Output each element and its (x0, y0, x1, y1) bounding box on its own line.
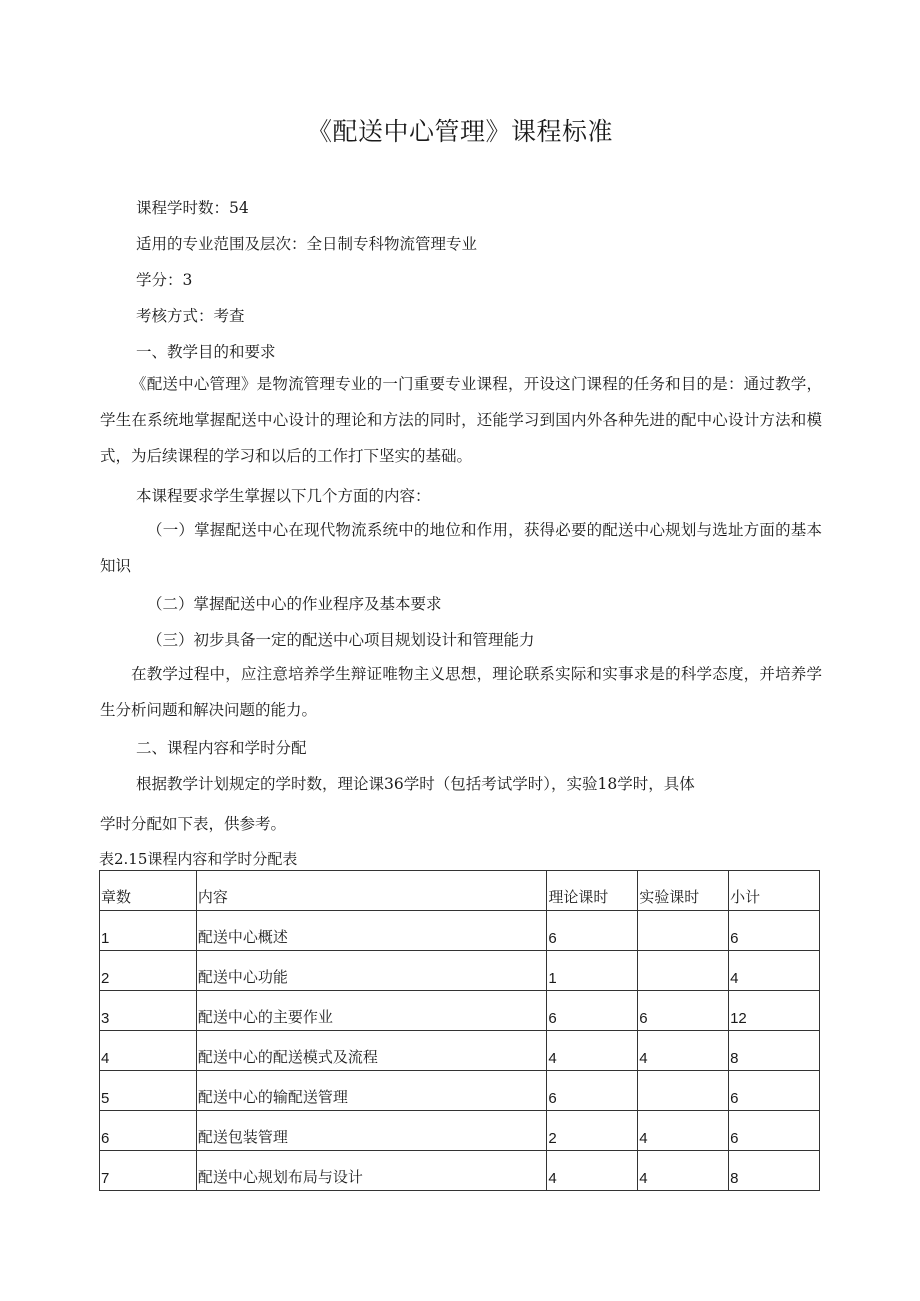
requirement-1: （一）掌握配送中心在现代物流系统中的地位和作用，获得必要的配送中心规划与选址方面的基本知识 (100, 521, 822, 575)
section2-text-line2: 学时分配如下表，供参考。 (100, 815, 287, 833)
applicable-scope: 适用的专业范围及层次：全日制专科物流管理专业 (136, 235, 478, 253)
table-row (100, 1031, 820, 1071)
cell-chapter: 3 (100, 991, 197, 1031)
requirements-lead: 本课程要求学生掌握以下几个方面的内容： (136, 487, 431, 505)
requirement-1-paragraph (100, 512, 822, 584)
section2-text-line1: 根据教学计划规定的学时数，理论课36学时（包括考试学时），实验18学时，具体 (136, 775, 695, 793)
table-row (100, 951, 820, 991)
cell-subtotal: 12 (729, 991, 820, 1031)
cell-lab: 4 (638, 1111, 729, 1151)
attitude-paragraph (100, 656, 822, 728)
requirement-2: （二）掌握配送中心的作业程序及基本要求 (147, 595, 442, 613)
cell-theory: 6 (547, 991, 638, 1031)
cell-subtotal: 4 (729, 951, 820, 991)
cell-lab: 6 (638, 991, 729, 1031)
cell-chapter: 7 (100, 1151, 197, 1191)
cell-theory: 1 (547, 951, 638, 991)
course-hours: 课程学时数：54 (136, 199, 249, 217)
cell-lab (638, 951, 729, 991)
cell-content: 配送中心概述 (196, 911, 546, 951)
cell-chapter: 1 (100, 911, 197, 951)
cell-content: 配送中心的配送模式及流程 (196, 1031, 546, 1071)
cell-theory: 2 (547, 1111, 638, 1151)
cell-theory: 4 (547, 1151, 638, 1191)
header-subtotal: 小计 (729, 871, 820, 911)
document-title: 《配送中心管理》课程标准 (306, 117, 613, 146)
table-header-row (100, 871, 820, 911)
cell-subtotal: 8 (729, 1031, 820, 1071)
cell-lab (638, 1071, 729, 1111)
header-lab-hours: 实验课时 (638, 871, 729, 911)
cell-theory: 6 (547, 911, 638, 951)
table-row (100, 1071, 820, 1111)
cell-lab: 4 (638, 1031, 729, 1071)
cell-content: 配送包装管理 (196, 1111, 546, 1151)
course-hours-table (99, 870, 820, 1191)
cell-chapter: 4 (100, 1031, 197, 1071)
header-content: 内容 (196, 871, 546, 911)
table-row (100, 991, 820, 1031)
cell-chapter: 6 (100, 1111, 197, 1151)
table-row (100, 1151, 820, 1191)
assessment-method: 考核方式：考查 (136, 307, 245, 325)
cell-content: 配送中心功能 (196, 951, 546, 991)
header-chapter: 章数 (100, 871, 197, 911)
cell-content: 配送中心的输配送管理 (196, 1071, 546, 1111)
section1-intro: 《配送中心管理》是物流管理专业的一门重要专业课程，开设这门课程的任务和目的是：通过教学，学生在系统地掌握配送中心设计的理论和方法的同时，还能学习到国内外各种先进的配中心设计方法和模式，为后续课程的学习和以后的工作打下坚实的基础。 (100, 375, 822, 465)
cell-theory: 4 (547, 1031, 638, 1071)
section2-heading: 二、课程内容和学时分配 (136, 739, 307, 757)
cell-chapter: 2 (100, 951, 197, 991)
section1-heading: 一、教学目的和要求 (136, 343, 276, 361)
cell-subtotal: 6 (729, 1111, 820, 1151)
cell-lab (638, 911, 729, 951)
credits: 学分：3 (136, 271, 193, 289)
table-row (100, 911, 820, 951)
header-theory-hours: 理论课时 (547, 871, 638, 911)
cell-content: 配送中心规划布局与设计 (196, 1151, 546, 1191)
cell-lab: 4 (638, 1151, 729, 1191)
cell-subtotal: 6 (729, 1071, 820, 1111)
attitude-text: 在教学过程中，应注意培养学生辩证唯物主义思想，理论联系实际和实事求是的科学态度，并培养学生分析问题和解决问题的能力。 (100, 665, 822, 719)
section1-intro-paragraph (100, 366, 822, 474)
table-row (100, 1111, 820, 1151)
cell-chapter: 5 (100, 1071, 197, 1111)
requirement-3: （三）初步具备一定的配送中心项目规划设计和管理能力 (147, 631, 535, 649)
cell-theory: 6 (547, 1071, 638, 1111)
cell-content: 配送中心的主要作业 (196, 991, 546, 1031)
cell-subtotal: 8 (729, 1151, 820, 1191)
table-caption: 表2.15课程内容和学时分配表 (99, 850, 298, 868)
cell-subtotal: 6 (729, 911, 820, 951)
